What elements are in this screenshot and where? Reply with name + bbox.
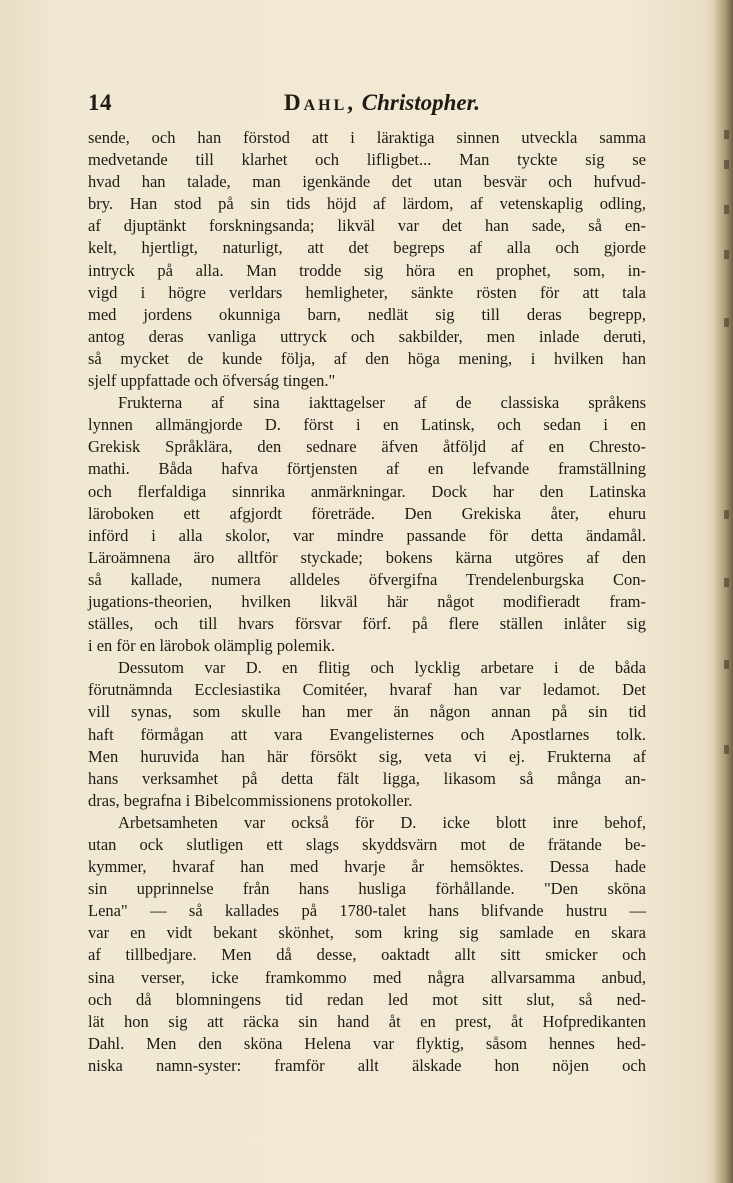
text-line: af tillbedjare. Men då desse, oaktadt allt sitt smicker och: [88, 945, 646, 965]
text-line: kymmer, hvaraf han med hvarje år hemsöktes. Dessa hade: [88, 857, 646, 877]
page-number: 14: [88, 90, 112, 115]
text-line: kelt, hjertligt, naturligt, att det begreps af alla och gjorde: [88, 238, 646, 258]
text-line: sjelf uppfattade och öfverság tingen.": [88, 371, 336, 391]
text-line: af djuptänkt forskningsanda; likväl var det han sade, så en-: [88, 216, 646, 236]
text-line: i en för en lärobok olämplig polemik.: [88, 636, 335, 656]
running-head-given-name: Christopher.: [361, 90, 481, 115]
body-text: [88, 127, 646, 1077]
text-line: vigd i högre verldars hemligheter, sänkte rösten för att tala: [88, 282, 646, 302]
text-line: niska namn-syster: framför allt älskade hon nöjen och: [88, 1055, 646, 1075]
text-line: med jordens okunniga barn, nedlät sig till deras begrepp,: [88, 304, 646, 324]
text-line: införd i alla skolor, var mindre passande för detta ändamål.: [88, 525, 646, 545]
text-line: jugations-theorien, hvilken likväl här något modifieradt fram-: [88, 591, 646, 611]
text-line: medvetande till klarhet och lifligbet... Man tyckte sig se: [88, 150, 646, 170]
text-line: hvad han talade, man igenkände det utan besvär och hufvud-: [88, 172, 646, 192]
text-line: utan ock slutligen ett slags skyddsvärn mot de frätande be-: [88, 835, 646, 854]
running-head-surname: Dahl,: [284, 90, 357, 115]
text-line: så kallade, numera alldeles öfvergifna Trendelenburgska Con-: [88, 569, 646, 589]
text-line: Dahl. Men den sköna Helena var flyktig, såsom hennes hed-: [88, 1033, 646, 1053]
edge-mark: [724, 130, 729, 139]
text-line: Men huruvida han här försökt sig, veta vi ej. Frukterna af: [88, 746, 646, 766]
text-line: lynnen allmängjorde D. först i en Latinsk, och sedan i en: [88, 415, 646, 435]
edge-mark: [724, 160, 729, 169]
text-line: Grekisk Språklära, den sednare äfven åtföljd af en Chresto-: [88, 437, 646, 457]
text-line: Lena" — så kallades på 1780-talet hans blifvande hustru —: [88, 901, 646, 921]
text-line: hans verksamhet på detta fält ligga, likasom så många an-: [88, 768, 646, 788]
text-line: var en vidt bekant skönhet, som kring sig samlade en skara: [88, 923, 646, 943]
edge-mark: [724, 660, 729, 669]
edge-mark: [724, 578, 729, 587]
text-line: intryck på alla. Man trodde sig höra en prophet, som, in-: [88, 260, 646, 280]
text-line: lät hon sig att räcka sin hand åt en prest, åt Hofpredikanten: [88, 1011, 646, 1031]
text-line: bry. Han stod på sin tids höjd af lärdom, af vetenskaplig odling,: [88, 194, 646, 214]
text-line: sina verser, icke framkommo med några allvarsamma anbud,: [88, 967, 646, 987]
text-line: och då blomningens tid redan led mot sitt slut, så ned-: [88, 989, 646, 1009]
text-line: vill synas, som skulle han mer än någon annan på sin tid: [88, 702, 646, 722]
page-header: [88, 90, 648, 120]
text-line: Arbetsamheten var också för D. icke blott inre behof,: [118, 812, 646, 832]
text-line: ställes, och till hvars försvar förf. på flere ställen inlåter sig: [88, 614, 646, 634]
text-line: mathi. Båda hafva förtjensten af en lefvande framställning: [88, 459, 646, 479]
text-line: Dessutom var D. en flitig och lycklig arbetare i de båda: [118, 658, 646, 678]
text-line: haft förmågan att vara Evangelisternes och Apostlarnes tolk.: [88, 724, 646, 744]
text-line: sende, och han förstod att i läraktiga sinnen utveckla samma: [88, 128, 646, 147]
edge-mark: [724, 318, 729, 327]
page-edge: [715, 0, 733, 1183]
text-line: så mycket de kunde följa, af den höga mening, i hvilken han: [88, 348, 646, 368]
text-line: Läroämnena äro alltför styckade; bokens kärna utgöres af den: [88, 547, 646, 567]
edge-mark: [724, 205, 729, 214]
text-line: läroboken ett afgjordt företräde. Den Grekiska åter, ehuru: [88, 503, 646, 523]
edge-mark: [724, 510, 729, 519]
edge-mark: [724, 250, 729, 259]
text-line: dras, begrafna i Bibelcommissionens protokoller.: [88, 790, 413, 810]
running-head: [284, 90, 480, 116]
text-line: förutnämnda Ecclesiastika Comitéer, hvaraf han var ledamot. Det: [88, 680, 646, 700]
edge-mark: [724, 745, 729, 754]
text-line: sin upprinnelse från hans husliga förhållande. "Den sköna: [88, 879, 646, 899]
text-line: antog deras vanliga uttryck och sakbilder, men inlade deruti,: [88, 326, 646, 346]
text-line: Frukterna af sina iakttagelser af de classiska språkens: [118, 393, 646, 413]
text-line: och flerfaldiga sinnrika anmärkningar. Dock har den Latinska: [88, 481, 646, 501]
